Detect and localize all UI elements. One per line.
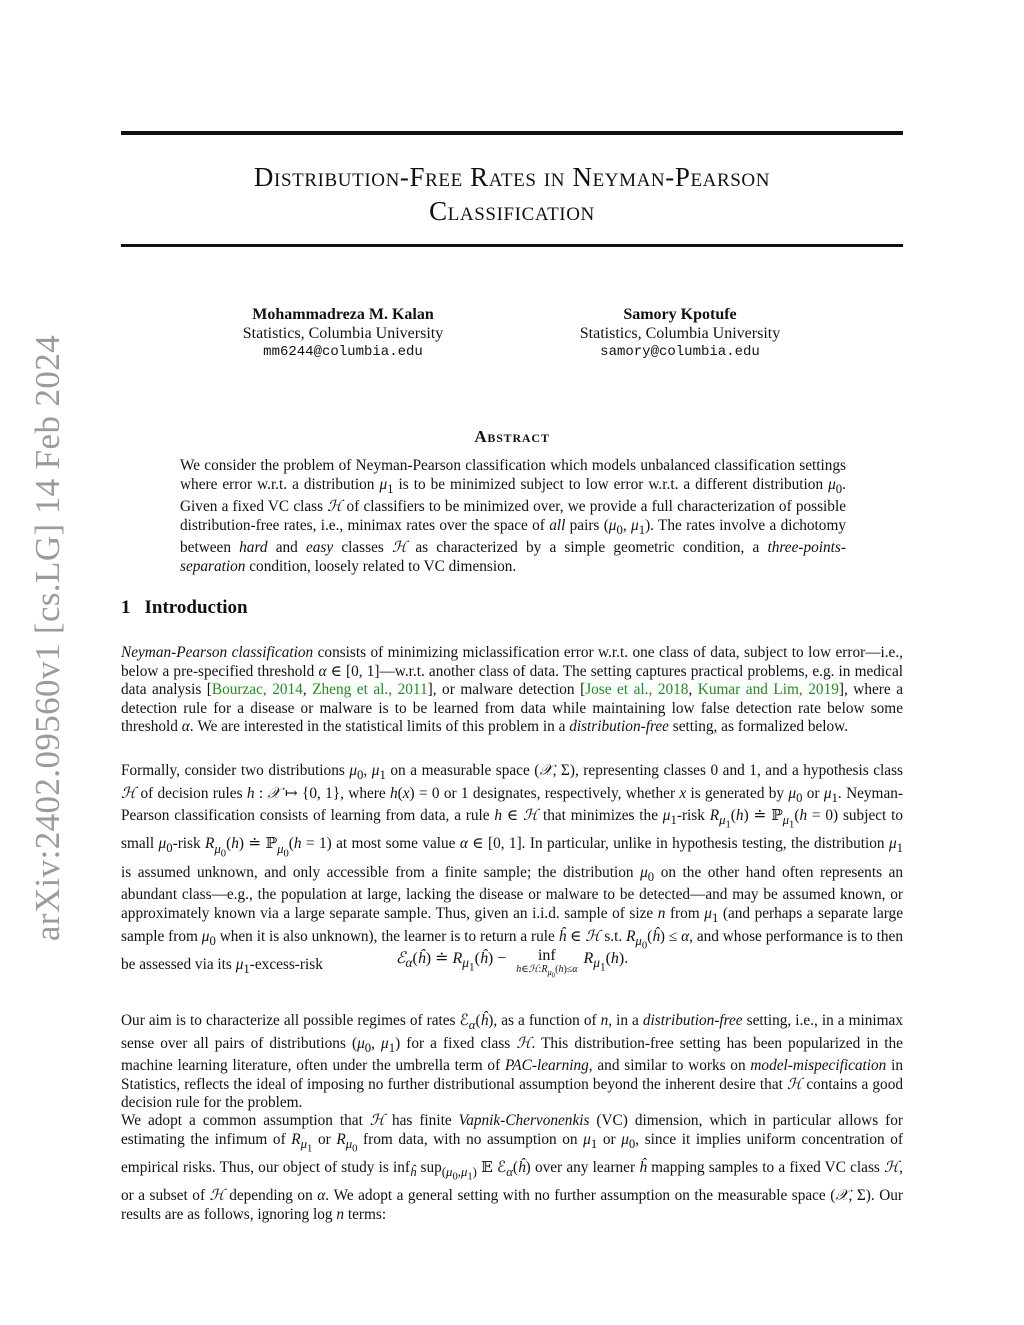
arxiv-identifier: arXiv:2402.09560v1 [cs.LG] 14 Feb 2024: [28, 334, 67, 942]
citation-link[interactable]: Kumar and Lim, 2019: [697, 681, 839, 699]
intro-paragraph-2: Formally, consider two distributions $\mu_0$, $\mu_1$ on a measurable space (𝒳, Σ), representing classes 0 and 1, and a hypothesis class ℋ of decision rules h : 𝒳 ↦ {0, 1}, where h(x) = 0 or 1 designates, respectively, whether x is generated by $\mu_0$ or $\mu_1$. Neyman-Pearson classification consists of learning from data, a rule h ∈ ℋ that minimizes the $\mu_1$-risk $R_{\mu_1}(h)$ ≐ ℙ$_{\mu_1}$(h = 0) subject to small $\mu_0$-risk $R_{\mu_0}(h)$ ≐ ℙ$_{\mu_0}$(h = 1) at most some value α ∈ [0, 1]. In particular, unlike in hypothesis testing, the distribution $\mu_1$ is assumed unknown, and only accessible from a finite sample; the distribution $\mu_0$ on the other hand often represents an abundant class—e.g., the population at large, lacking the disease or malware to be detected—and may be assumed known, or approximately known via a large separate sample. Thus, given an i.i.d. sample of size n from $\mu_1$ (and perhaps a separate large sample from $\mu_0$ when it is also unknown), the learner is to return a rule ĥ ∈ ℋ s.t. $R_{\mu_0}(ĥ) \le \alpha$, and whose performance is to then be assessed via its $\mu_1-excess$-risk: [121, 762, 904, 976]
author-affiliation: Statistics, Columbia University: [242, 325, 444, 342]
citation-link[interactable]: Jose et al., 2018: [585, 681, 689, 699]
citation-link[interactable]: Zheng et al., 2011: [312, 681, 428, 699]
abstract-text: We consider the problem of Neyman-Pearson classification which models unbalanced classification settings where error w.r.t. a distribution $\mu_1$ is to be minimized subject to low error w.r.t. a different distribution $\mu_0$. Given a fixed VC class ℋ of classifiers to be minimized over, we provide a full characterization of possible distribution-free rates, i.e., minimax rates over the space of all pairs ($\mu_0$, $\mu_1$). The rates involve a dichotomy between hard and easy classes ℋ as characterized by a simple geometric condition, a three-points-separation condition, loosely related to VC dimension.: [180, 457, 846, 576]
author-name: Mohammadreza M. Kalan: [252, 306, 434, 323]
author-block-2: [530, 305, 830, 362]
intro-paragraph-4: We adopt a common assumption that ℋ has finite Vapnik-Chervonenkis (VC) dimension, which in particular allows for estimating the infimum of $R_{\mu_1}$ or $R_{\mu_0}$ from data, with no assumption on $\mu_1$ or $\mu_0$, since it implies uniform concentration of empirical risks. Thus, our object of study is inf$_ĥ$ sup$_{(\mu_0,\mu_1)}$ 𝔼 ℰ$_\alpha$(ĥ) over any learner ĥ mapping samples to a fixed VC class ℋ, or a subset of ℋ depending on α. We adopt a general setting with no further assumption on the measurable space (𝒳, Σ). Our results are as follows, ignoring log n terms:: [121, 1112, 903, 1223]
title-line-2: Classification: [429, 196, 595, 226]
author-block-1: [193, 305, 493, 362]
section-heading-introduction: [121, 597, 248, 619]
citation-link[interactable]: Bourzac, 2014: [211, 681, 303, 699]
author-email[interactable]: samory@columbia.edu: [600, 344, 760, 360]
title-rule-top: [121, 131, 903, 135]
intro-paragraph-3: Our aim is to characterize all possible regimes of rates ℰ$_\alpha$(ĥ), as a function of n, in a distribution-free setting, i.e., in a minimax sense over all pairs of distributions ($\mu_0$, $\mu_1$) for a fixed class ℋ. This distribution-free setting has been popularized in the machine learning literature, often under the umbrella term of PAC-learning, and similar to works on model-mispecification in Statistics, reflects the ideal of imposing no further distributional assumption beyond the inherent desire that ℋ contains a good decision rule for the problem.: [121, 1012, 903, 1112]
arxiv-sidebar: [26, 334, 70, 942]
section-title: Introduction: [144, 597, 248, 618]
author-email[interactable]: mm6244@columbia.edu: [263, 344, 423, 360]
author-affiliation: Statistics, Columbia University: [579, 325, 781, 342]
intro-paragraph-1: Neyman-Pearson classification consists of minimizing miclassification error w.r.t. one class of data, subject to low error—i.e., below a pre-specified threshold α ∈ [0, 1]—w.r.t. another class of data. The setting captures practical problems, e.g. in medical data analysis [Bourzac, 2014, Zheng et al., 2011], or malware detection [Jose et al., 2018, Kumar and Lim, 2019], where a detection rule for a disease or malware is to be learned from data while maintaining low false detection rate below some threshold α. We are interested in the statistical limits of this problem in a distribution-free setting, as formalized below.: [121, 644, 903, 736]
author-name: Samory Kpotufe: [623, 306, 737, 323]
title-line-1: Distribution-Free Rates in Neyman-Pearson: [253, 162, 771, 192]
paper-title: [121, 160, 903, 228]
section-number: 1: [121, 597, 131, 618]
title-rule-bottom: [121, 244, 903, 247]
excess-risk-equation: ℰ$_\alpha$(ĥ) ≐ $R_{\mu_1}(ĥ)$ − inf $h\in ℋ:R_{\mu_0}(h)\le\alpha$ $R_{\mu_1}(h)$.: [395, 947, 629, 980]
abstract-heading: Abstract: [474, 427, 550, 446]
